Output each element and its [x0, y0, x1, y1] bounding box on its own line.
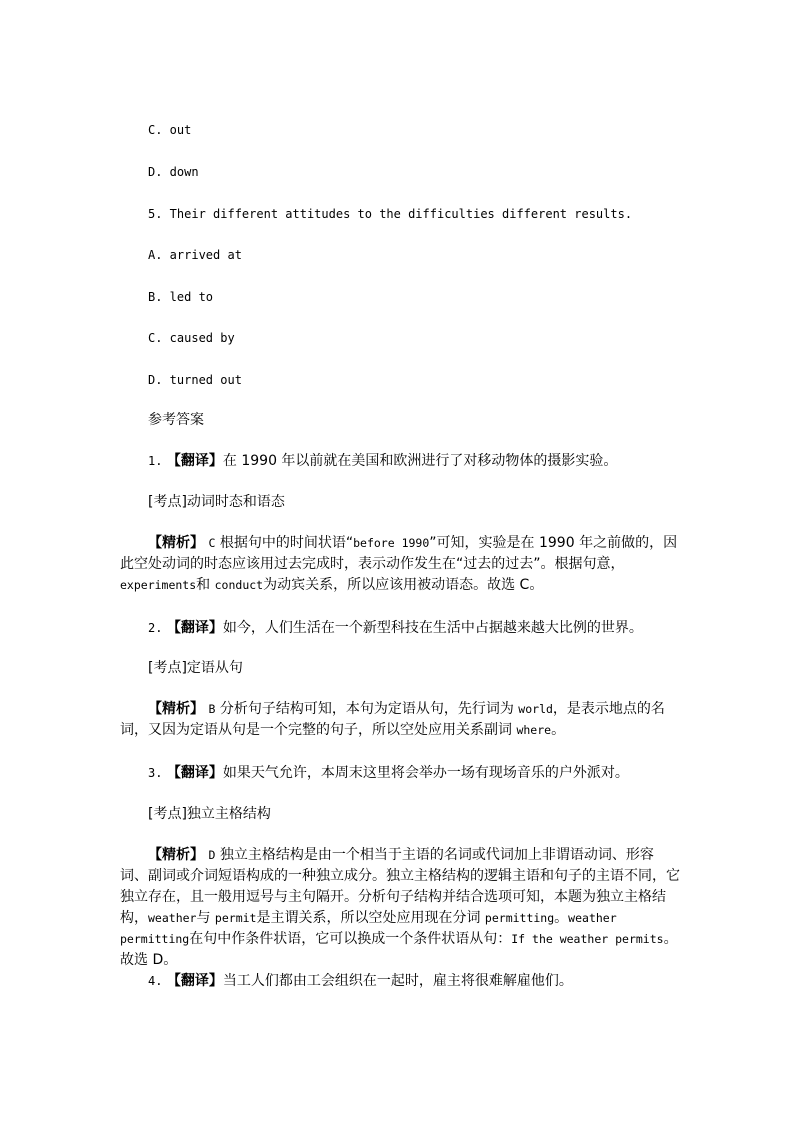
answer-2-translation	[148, 619, 643, 637]
translation-tag: 【翻译】	[166, 620, 223, 636]
q5-option-d: D. turned out	[148, 373, 242, 387]
option-d: D. down	[148, 165, 199, 179]
option-c: C. out	[148, 123, 192, 137]
translation-text: 如今，人们生活在一个新型科技在生活中占据越来越大比例的世界。	[222, 620, 643, 636]
translation-text: 当工人们都由工会组织在一起时，雇主将很难解雇他们。	[222, 973, 573, 989]
answer-number: 3.	[148, 766, 163, 780]
translation-tag: 【翻译】	[166, 765, 223, 781]
answers-heading: 参考答案	[148, 412, 204, 428]
answer-1-analysis: 【精析】 C 根据句中的时间状语“before 1990”可知，实验是在 1990 年之前做的，因此空处动词的时态应该用过去完成时，表示动作发生在“过去的过去”。根据句意，experiments和 conduct为动宾关系，所以应该用被动语态。故选 C。	[120, 535, 678, 593]
question-5: 5. Their different attitudes to the difficulties different results.	[148, 207, 633, 221]
analysis-tag: 【精析】	[148, 701, 204, 717]
analysis-tag: 【精析】	[148, 847, 204, 863]
answer-2-analysis: 【精析】 B 分析句子结构可知，本句为定语从句，先行词为 world，是表示地点的名词，又因为定语从句是一个完整的句子，所以空处应用关系副词 where。	[120, 701, 665, 738]
answer-4-translation	[148, 972, 573, 990]
answer-3-translation	[148, 764, 629, 782]
q5-option-b: B. led to	[148, 290, 214, 304]
q5-option-a: A. arrived at	[148, 248, 242, 262]
answer-1-point: [考点]动词时态和语态	[148, 494, 285, 510]
analysis-tag: 【精析】	[148, 535, 204, 551]
answer-number: 4.	[148, 974, 163, 988]
translation-text: 如果天气允许，本周末这里将会举办一场有现场音乐的户外派对。	[222, 765, 629, 781]
answer-3-point: [考点]独立主格结构	[148, 806, 271, 822]
answer-1-translation	[148, 452, 617, 470]
answer-number: 1.	[148, 454, 163, 468]
translation-text: 在 1990 年以前就在美国和欧洲进行了对移动物体的摄影实验。	[222, 453, 618, 469]
answer-number: 2.	[148, 621, 163, 635]
answer-2-point: [考点]定语从句	[148, 660, 243, 676]
answer-3-analysis: 【精析】 D 独立主格结构是由一个相当于主语的名词或代词加上非谓语动词、形容词、副词或介词短语构成的一种独立成分。独立主格结构的逻辑主语和句子的主语不同，它独立存在，且一般用逗号与主句隔开。分析句子结构并结合选项可知，本题为独立主格结构，weather与 permit是主谓关系，所以空处应用现在分词 permitting。weather permitting在句中作条件状语，它可以换成一个条件状语从句：If the weather permits。故选 D。	[120, 847, 680, 968]
translation-tag: 【翻译】	[166, 973, 223, 989]
q5-option-c: C. caused by	[148, 331, 235, 345]
translation-tag: 【翻译】	[166, 453, 223, 469]
